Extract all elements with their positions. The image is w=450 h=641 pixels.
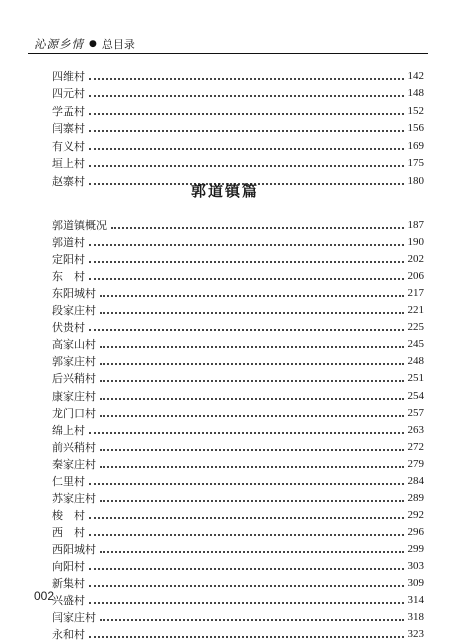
toc-entry bbox=[52, 385, 424, 402]
toc-entry-page: 156 bbox=[407, 122, 424, 134]
toc-entry-title: 四元村 bbox=[52, 87, 85, 100]
toc-entry-title: 前兴稍村 bbox=[52, 440, 96, 454]
toc-entry-page: 257 bbox=[407, 406, 424, 419]
toc-entry-page: 323 bbox=[407, 628, 424, 641]
dot-leader bbox=[100, 449, 404, 451]
toc-entry-page: 303 bbox=[407, 559, 424, 572]
toc-entry bbox=[52, 590, 424, 607]
dot-leader bbox=[89, 165, 404, 167]
toc-entry bbox=[52, 556, 424, 573]
toc-entry-title: 新集村 bbox=[52, 577, 85, 591]
toc-entry-title: 郭道村 bbox=[52, 236, 85, 250]
dot-leader bbox=[89, 329, 404, 331]
book-series-title: 沁源乡情 bbox=[34, 37, 84, 51]
toc-entry-title: 有义村 bbox=[52, 139, 85, 153]
toc-entry-page: 272 bbox=[407, 440, 424, 453]
dot-leader bbox=[89, 113, 404, 115]
dot-leader bbox=[89, 278, 404, 280]
toc-entry-title: 永和村 bbox=[52, 628, 85, 641]
toc-entry bbox=[52, 266, 424, 283]
toc-entry-title: 闫家庄村 bbox=[52, 611, 96, 625]
toc-entry-page: 248 bbox=[407, 355, 424, 368]
toc-entry bbox=[52, 624, 424, 641]
toc-entry-title: 梭 村 bbox=[52, 508, 85, 522]
toc-entry-page: 289 bbox=[407, 491, 424, 504]
dot-leader bbox=[89, 636, 404, 638]
toc-entry-page: 206 bbox=[407, 270, 424, 283]
toc-entry bbox=[52, 249, 424, 266]
toc-entry bbox=[52, 403, 424, 420]
toc-entry bbox=[52, 539, 424, 556]
toc-entry-page: 180 bbox=[407, 174, 424, 187]
dot-leader bbox=[100, 380, 404, 382]
toc-entry-page: 309 bbox=[407, 577, 424, 590]
dot-leader bbox=[89, 517, 404, 519]
dot-leader bbox=[89, 568, 404, 570]
page-number: 002 bbox=[34, 589, 55, 603]
dot-leader bbox=[89, 483, 404, 485]
toc-entry-title: 郭道镇概况 bbox=[52, 219, 107, 233]
section-name: 总目录 bbox=[101, 38, 135, 51]
toc-entry bbox=[52, 215, 424, 232]
dot-leader bbox=[100, 551, 404, 553]
dot-leader bbox=[100, 619, 404, 621]
dot-leader bbox=[89, 261, 404, 263]
toc-entry-title: 四维村 bbox=[52, 69, 85, 83]
dot-leader bbox=[89, 244, 404, 246]
dot-leader bbox=[100, 415, 404, 417]
toc-entry-page: 251 bbox=[407, 372, 424, 385]
dot-leader bbox=[100, 466, 404, 468]
toc-entry-title: 学孟村 bbox=[52, 104, 85, 118]
toc-entry-page: 190 bbox=[407, 236, 424, 249]
toc-entry-title: 郭家庄村 bbox=[52, 355, 96, 369]
toc-entry bbox=[52, 573, 424, 590]
dot-leader bbox=[100, 312, 404, 314]
dot-leader bbox=[89, 602, 404, 604]
toc-entry-title: 高家山村 bbox=[52, 338, 96, 352]
toc-entry-page: 284 bbox=[407, 474, 424, 487]
section-heading: 郭道镇篇 bbox=[190, 182, 259, 200]
toc-entry-title: 绵上村 bbox=[52, 423, 85, 437]
toc-entry-title: 东阳城村 bbox=[52, 287, 96, 301]
toc-entry-page: 314 bbox=[407, 594, 424, 607]
toc-entry-page: 148 bbox=[407, 87, 424, 99]
toc-entry-page: 292 bbox=[407, 508, 424, 521]
toc-entry-title: 西 村 bbox=[52, 525, 85, 539]
toc-entry-title: 向阳村 bbox=[52, 559, 85, 573]
dot-leader bbox=[89, 148, 404, 150]
toc-entry-page: 202 bbox=[407, 253, 424, 266]
dot-leader bbox=[100, 363, 404, 365]
toc-entry bbox=[52, 351, 424, 368]
toc-entry-page: 142 bbox=[407, 69, 424, 82]
toc-entry-page: 221 bbox=[407, 304, 424, 317]
toc-entry bbox=[52, 283, 424, 300]
running-header bbox=[34, 36, 135, 52]
toc-entry-page: 318 bbox=[407, 611, 424, 624]
toc-entry-title: 赵寨村 bbox=[52, 174, 85, 188]
toc-entry-title: 龙门口村 bbox=[52, 406, 96, 420]
toc-entry-title: 垣上村 bbox=[52, 157, 85, 170]
toc-entry-page: 245 bbox=[407, 338, 424, 351]
toc-entry-title: 仁里村 bbox=[52, 474, 85, 488]
toc-entry bbox=[52, 153, 424, 171]
toc-entry-page: 175 bbox=[407, 157, 424, 169]
toc-entry-title: 康家庄村 bbox=[52, 389, 96, 403]
toc-entry-title: 定阳村 bbox=[52, 253, 85, 267]
dot-leader bbox=[111, 227, 404, 229]
header-rule bbox=[28, 53, 428, 54]
toc-entry-title: 伏贵村 bbox=[52, 321, 85, 335]
toc-entry-title: 苏家庄村 bbox=[52, 491, 96, 505]
toc-entry-page: 263 bbox=[407, 423, 424, 436]
toc-entry bbox=[52, 522, 424, 539]
toc-list-part2 bbox=[52, 215, 424, 641]
toc-entry bbox=[52, 135, 424, 153]
toc-entry-page: 254 bbox=[407, 389, 424, 402]
toc-entry bbox=[52, 232, 424, 249]
toc-entry-title: 东 村 bbox=[52, 270, 85, 284]
toc-entry-page: 225 bbox=[407, 321, 424, 334]
dot-leader bbox=[89, 432, 404, 434]
dot-leader bbox=[100, 500, 404, 502]
toc-entry bbox=[52, 607, 424, 624]
toc-entry bbox=[52, 317, 424, 334]
dot-leader bbox=[100, 346, 404, 348]
dot-leader bbox=[89, 78, 404, 80]
toc-entry-page: 169 bbox=[407, 139, 424, 152]
toc-entry-page: 152 bbox=[407, 104, 424, 117]
toc-entry bbox=[52, 471, 424, 488]
toc-entry-page: 279 bbox=[407, 457, 424, 470]
toc-entry-title: 后兴稍村 bbox=[52, 372, 96, 386]
dot-leader bbox=[100, 398, 404, 400]
dot-leader bbox=[89, 585, 404, 587]
toc-entry-title: 闫寨村 bbox=[52, 122, 85, 135]
toc-entry-page: 296 bbox=[407, 525, 424, 538]
toc-entry bbox=[52, 488, 424, 505]
dot-leader bbox=[89, 534, 404, 536]
toc-entry-page: 187 bbox=[407, 219, 424, 232]
toc-entry bbox=[52, 83, 424, 101]
toc-entry bbox=[52, 334, 424, 351]
toc-entry bbox=[52, 454, 424, 471]
dot-leader bbox=[89, 130, 404, 132]
toc-entry-title: 秦家庄村 bbox=[52, 457, 96, 471]
toc-entry bbox=[52, 505, 424, 522]
toc-entry bbox=[52, 300, 424, 317]
bullet-separator: ● bbox=[89, 38, 97, 49]
toc-entry-title: 段家庄村 bbox=[52, 304, 96, 318]
dot-leader bbox=[89, 95, 404, 97]
toc-entry-title: 西阳城村 bbox=[52, 542, 96, 556]
toc-entry bbox=[52, 65, 424, 83]
toc-entry bbox=[52, 420, 424, 437]
toc-entry-page: 299 bbox=[407, 542, 424, 555]
toc-list-part1 bbox=[52, 65, 424, 188]
toc-entry bbox=[52, 437, 424, 454]
toc-entry-title: 兴盛村 bbox=[52, 594, 85, 608]
toc-entry bbox=[52, 368, 424, 385]
dot-leader bbox=[100, 295, 404, 297]
toc-entry bbox=[52, 118, 424, 136]
toc-entry bbox=[52, 100, 424, 118]
toc-entry-page: 217 bbox=[407, 287, 424, 300]
